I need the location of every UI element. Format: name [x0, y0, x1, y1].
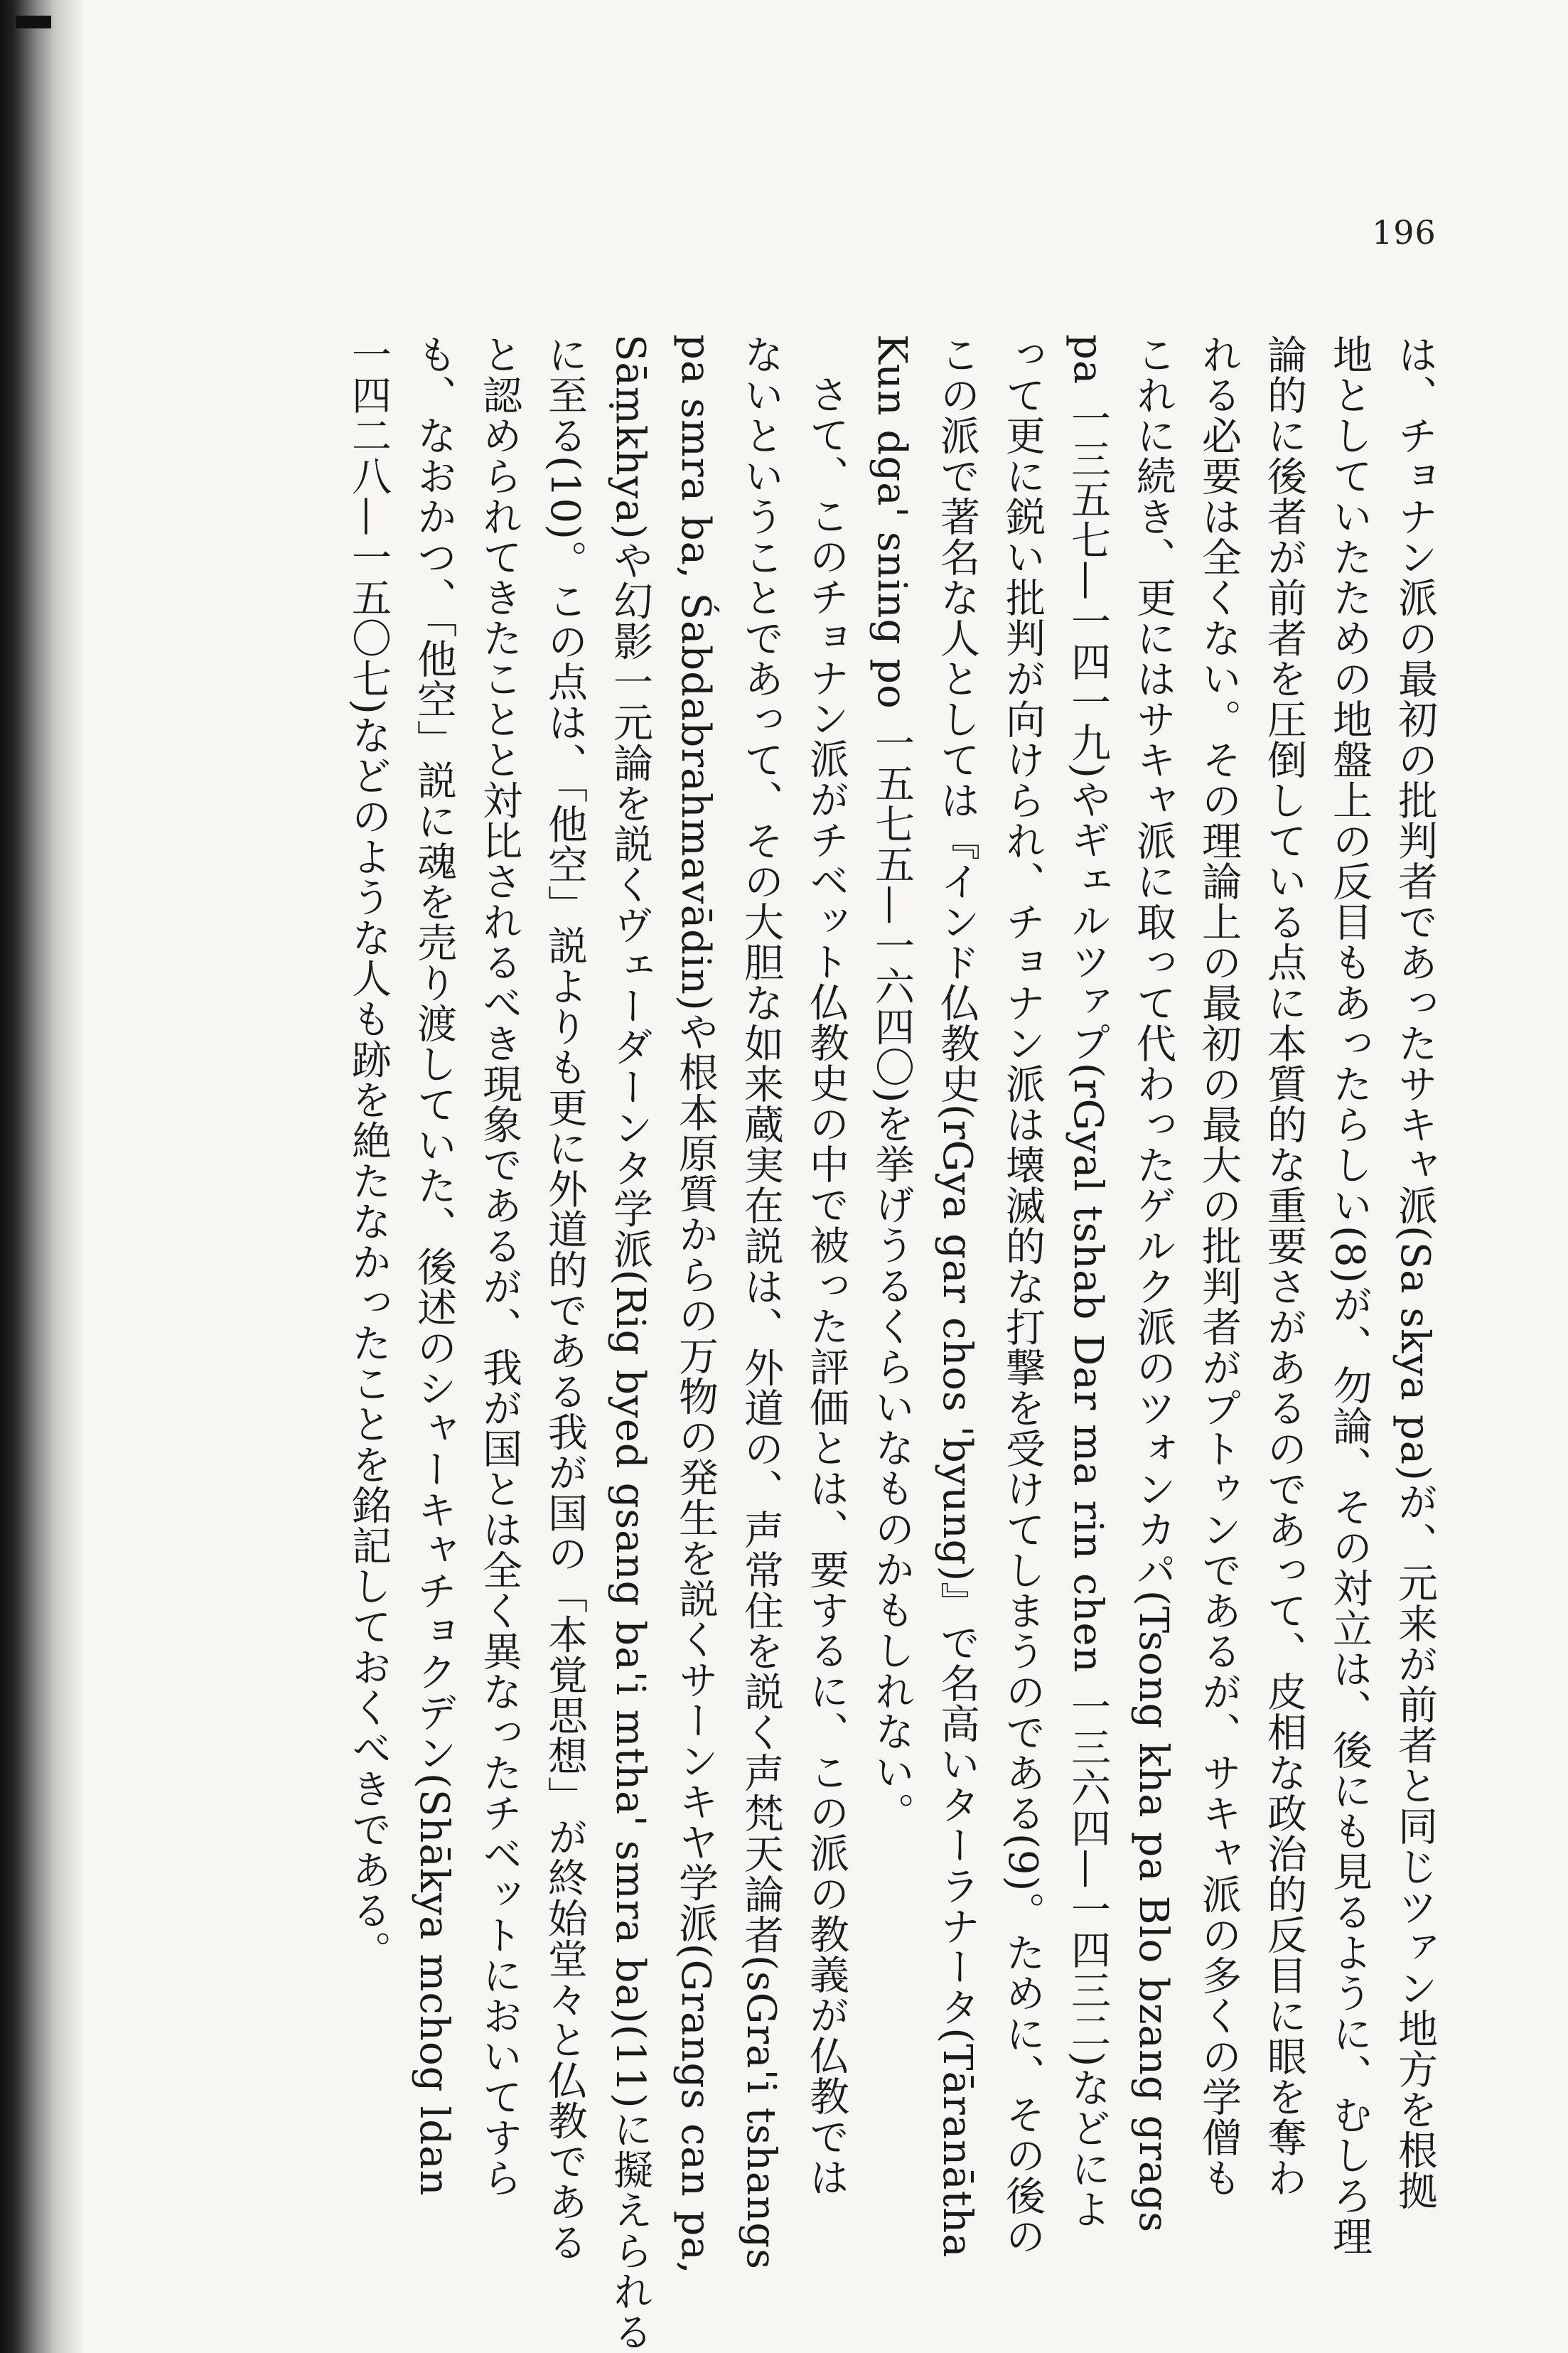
binding-shadow	[0, 0, 85, 2353]
text-line: ないということであって、その大胆な如来蔵実在説は、外道の、声常住を説く声梵天論者(sGra'i tshangs	[738, 334, 784, 2270]
text-line: pa 一三五七—一四一九)やギェルツァプ(rGyal tshab Dar ma rin chen 一三六四—一四三二)などによ	[1065, 334, 1111, 2230]
text-line: pa smra ba, Śabdabrahmavādin)や根本原質からの万物の発生を説くサーンキヤ学派(Grangs can pa,	[672, 334, 719, 2275]
text-line: れる必要は全くない。その理論上の最初の最大の批判者がプトゥンであるが、サキャ派の多くの学僧も	[1196, 334, 1242, 2198]
page-number: 196	[1372, 213, 1437, 252]
text-line: も、なおかつ、「他空」説に魂を売り渡していた、後述のシャーキャチョクデン(Shākya mchog ldan	[411, 334, 457, 2197]
text-line: これに続き、更にはサキャ派に取って代わったゲルク派のツォンカパ(Tsong kha pa Blo bzang grags	[1130, 334, 1176, 2234]
text-line: Kun dga' sning po 一五七五—一六四〇)を挙げうるくらいなものかもしれない。	[869, 334, 915, 1833]
text-line: と認められてきたことと対比されるべき現象であるが、我が国とは全く異なったチベットにおいてすら	[476, 334, 522, 2198]
text-line: 論的に後者が前者を圧倒している点に本質的な重要さがあるのであって、皮相な政治的反目に眼を奪わ	[1261, 334, 1307, 2198]
text-line: 地としていたための地盤上の反目もあったらしい(8)が、勿論、その対立は、後にも見るように、むしろ理	[1326, 334, 1373, 2257]
text-line: に至る(10)。この点は、「他空」説よりも更に外道的である我が国の「本覚思想」が終始堂々と仏教である	[542, 334, 588, 2263]
paragraph-start-line: さて、このチョナン派がチベット仏教史の中で被った評価とは、要するに、この派の教義が仏教では	[803, 374, 849, 2197]
text-line: Sāṃkhya)や幻影一元論を説くヴェーダーンタ学派(Rig byed gsang ba'i mtha' smra ba)(11)に擬えられる	[607, 334, 653, 2352]
text-line: は、チョナン派の最初の批判者であったサキャ派(Sa skya pa)が、元来が前者と同じツァン地方を根拠	[1392, 334, 1438, 2211]
body-text	[196, 334, 1447, 2352]
binding-mark	[16, 16, 51, 28]
text-line: 一四二八—一五〇七)などのような人も跡を絶たなかったことを銘記しておくべきである。	[345, 334, 392, 1971]
text-line: この派で著名な人としては『インド仏教史(rGya gar chos 'byung)』で名高いターラナータ(Tāranātha	[934, 334, 980, 2258]
text-line: って更に鋭い批判が向けられ、チョナン派は壊滅的な打撃を受けてしまうのである(9)。ために、その後の	[999, 334, 1046, 2257]
